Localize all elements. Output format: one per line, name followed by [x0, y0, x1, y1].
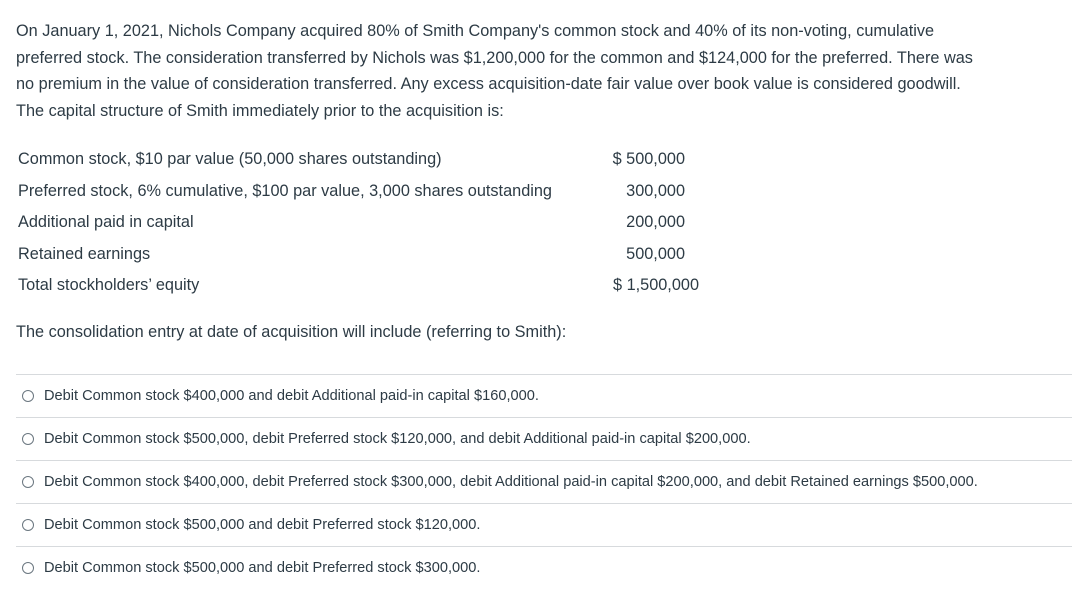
question-prompt: The consolidation entry at date of acquisition will include (referring to Smith): [16, 323, 567, 341]
answer-text: Debit Common stock $500,000 and debit Preferred stock $300,000. [44, 560, 481, 576]
stem-line: On January 1, 2021, Nichols Company acquired 80% of Smith Company's common stock and 40% of its non-voting, cumulative [16, 22, 935, 40]
stem-line: The capital structure of Smith immediately prior to the acquisition is: [16, 101, 504, 120]
radio-button[interactable] [22, 519, 34, 531]
answer-text: Debit Common stock $400,000, debit Preferred stock $300,000, debit Additional paid-in capital $200,000, and debit Retained earnings $500,000. [44, 474, 978, 490]
row-label: Common stock, $10 par value (50,000 shares outstanding) [18, 150, 442, 168]
radio-button[interactable] [22, 476, 34, 488]
question-stem [16, 18, 1076, 124]
radio-button[interactable] [22, 562, 34, 574]
row-amount: $ 500,000 [612, 150, 685, 168]
row-amount: 500,000 [626, 244, 685, 263]
table-row [18, 144, 708, 176]
row-amount: $ 1,500,000 [612, 276, 699, 294]
row-amount: 300,000 [626, 181, 685, 200]
row-label: Total stockholders’ equity [18, 276, 200, 294]
table-row [18, 207, 708, 239]
radio-button[interactable] [22, 433, 34, 445]
answer-text: Debit Common stock $500,000 and debit Preferred stock $120,000. [44, 517, 481, 533]
row-label: Preferred stock, 6% cumulative, $100 par value, 3,000 shares outstanding [18, 181, 552, 200]
capital-structure-table [18, 144, 708, 302]
answer-text: Debit Common stock $500,000, debit Preferred stock $120,000, and debit Additional paid-in capital $200,000. [44, 431, 751, 447]
answer-option[interactable] [16, 375, 1072, 418]
radio-button[interactable] [22, 390, 34, 402]
table-row-total [18, 270, 708, 302]
stem-line: no premium in the value of consideration transferred. Any excess acquisition-date fair value over book value is considered goodwill. [16, 75, 961, 94]
table-row [18, 239, 708, 271]
row-label: Retained earnings [18, 244, 151, 263]
answer-option[interactable] [16, 547, 1072, 589]
row-label: Additional paid in capital [18, 213, 194, 231]
stem-line: preferred stock. The consideration transferred by Nichols was $1,200,000 for the common and $124,000 for the preferred. There was [16, 48, 973, 67]
answer-option[interactable] [16, 461, 1072, 504]
table-row [18, 176, 708, 208]
answer-option[interactable] [16, 418, 1072, 461]
answer-list [16, 374, 1072, 589]
answer-text: Debit Common stock $400,000 and debit Additional paid-in capital $160,000. [44, 388, 539, 404]
row-amount: 200,000 [626, 213, 685, 231]
answer-option[interactable] [16, 504, 1072, 547]
